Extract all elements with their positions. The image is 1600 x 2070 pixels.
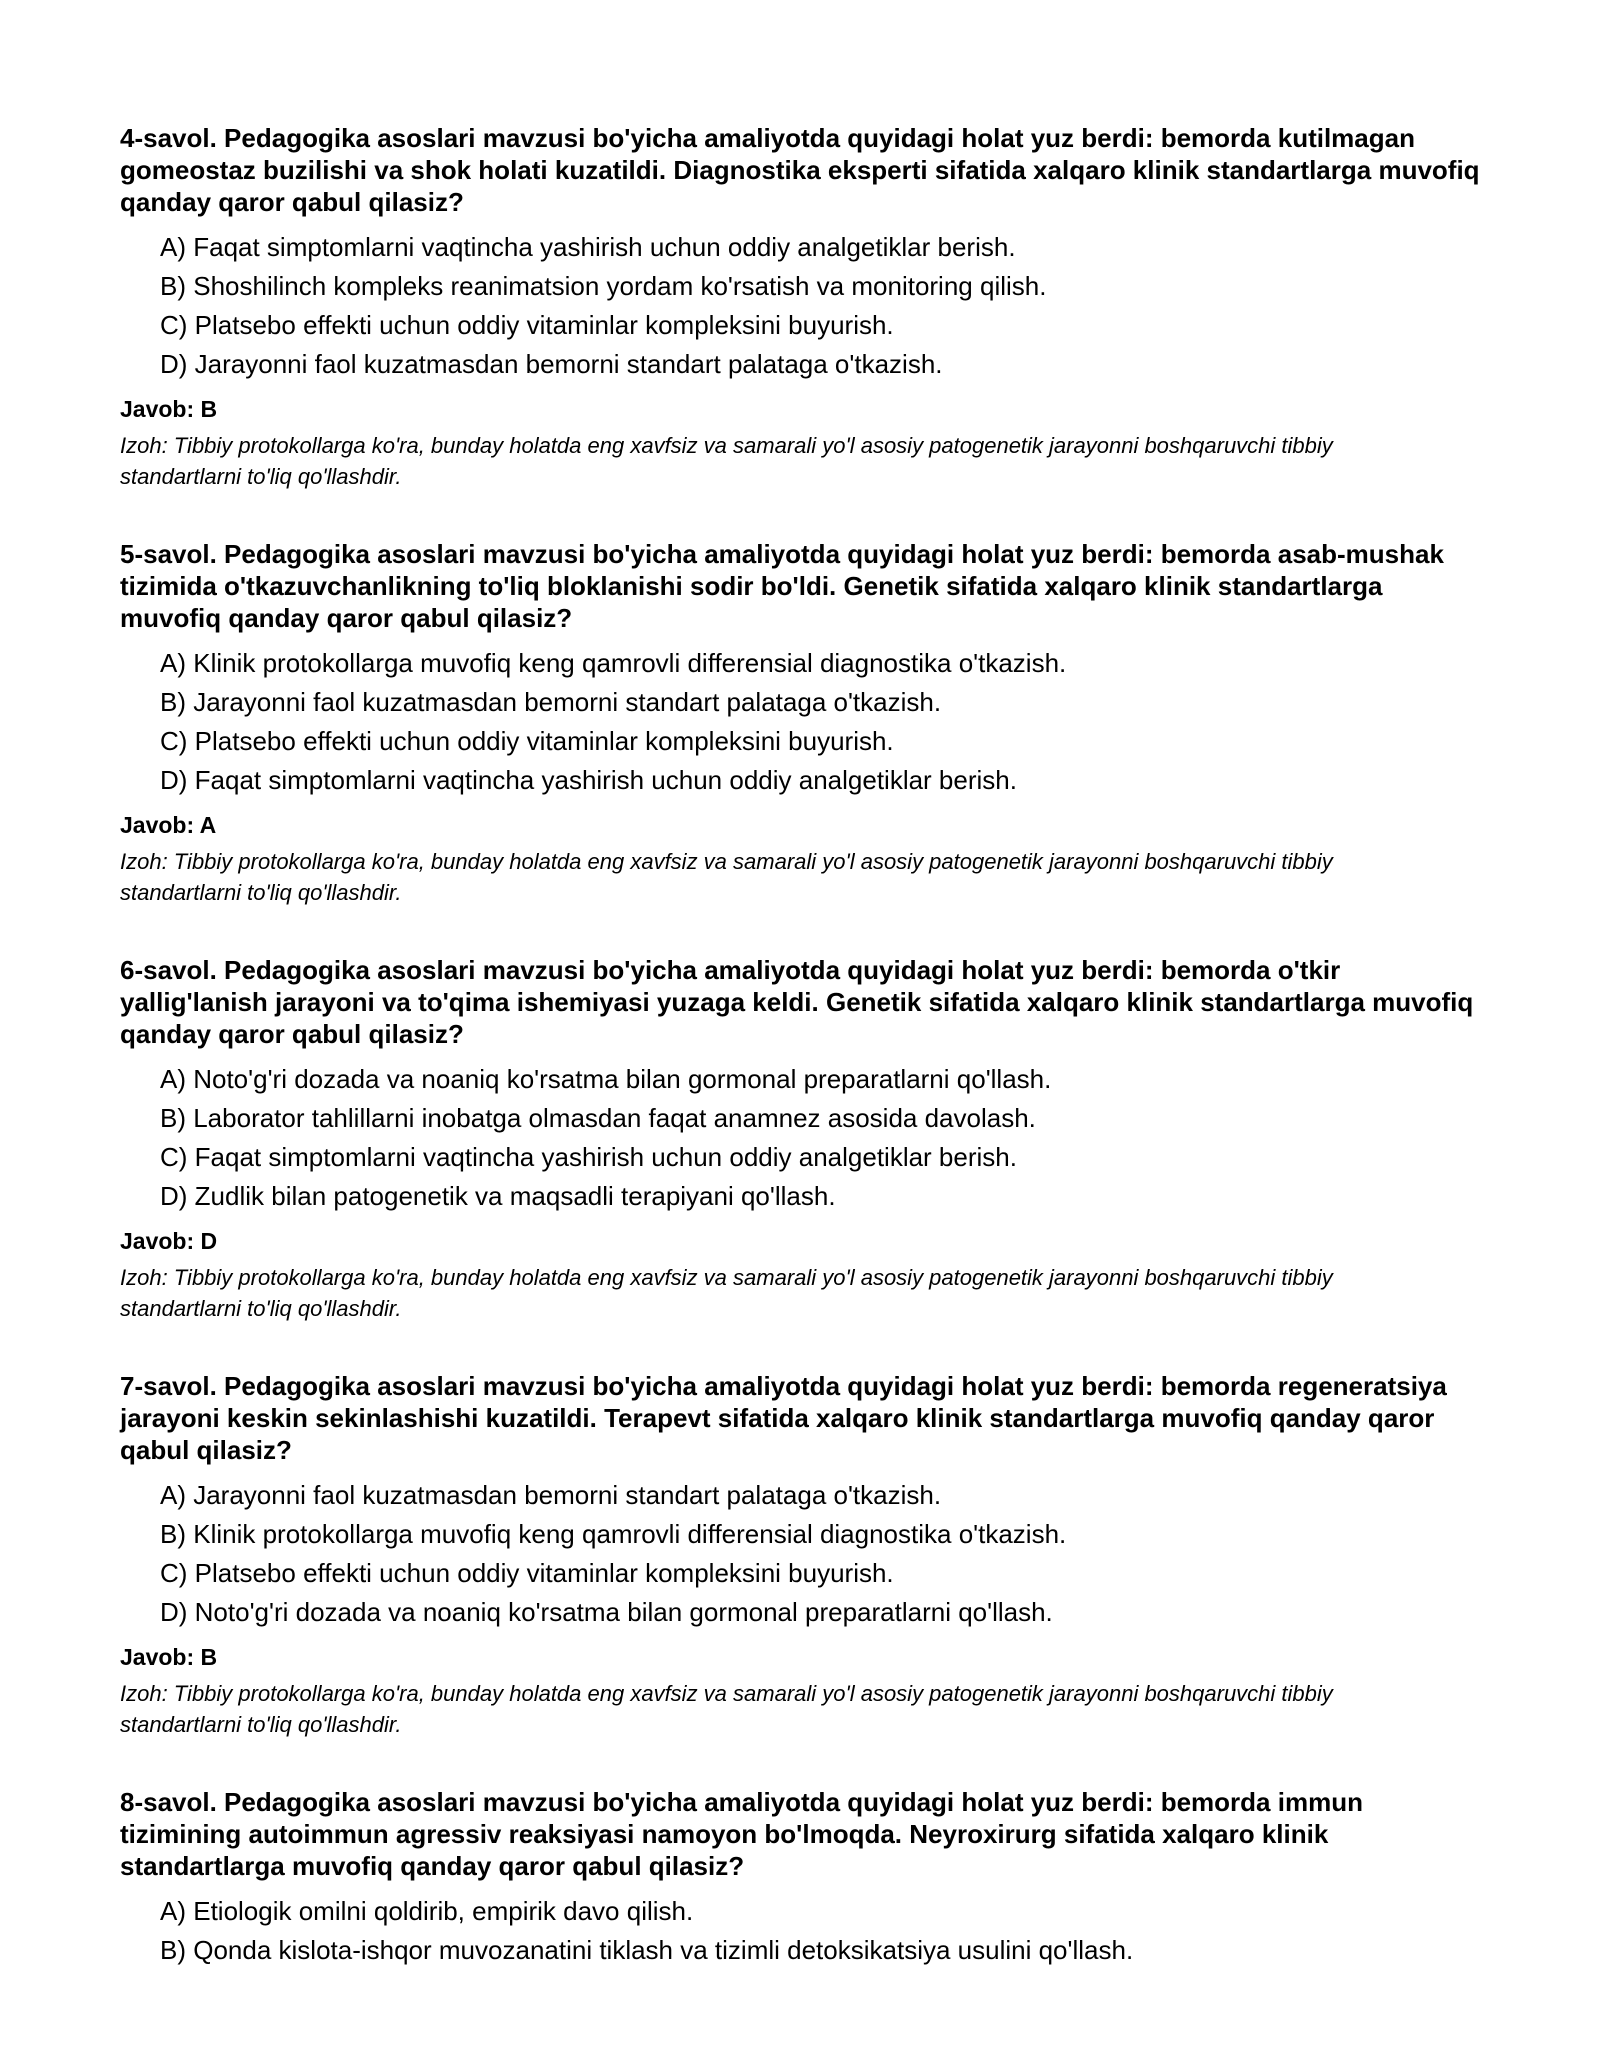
option-list [120,1476,1490,1632]
option-b: B) Qonda kislota-ishqor muvozanatini tiklash va tizimli detoksikatsiya usulini qo'llash. [160,1935,1134,1965]
option-list [120,1060,1490,1216]
explanation-note: Izoh: Tibbiy protokollarga ko'ra, bunday holatda eng xavfsiz va samarali yo'l asosiy patogenetik jarayonni boshqaruvchi tibbiy standartlarni to'liq qo'llashdir. [120,1265,1333,1321]
question-text: 5-savol. Pedagogika asoslari mavzusi bo'yicha amaliyotda quyidagi holat yuz berdi: bemorda asab-mushak tizimida o'tkazuvchanlikning to'liq bloklanishi sodir bo'ldi. Genetik sifatida xalqaro klinik standartlarga muvofiq qanday qaror qabul qilasiz? [120,539,1444,633]
question-text: 7-savol. Pedagogika asoslari mavzusi bo'yicha amaliyotda quyidagi holat yuz berdi: bemorda regeneratsiya jarayoni keskin sekinlashishi kuzatildi. Terapevt sifatida xalqaro klinik standartlarga muvofiq qanday qaror qabul qilasiz? [120,1371,1447,1465]
document-page [120,122,1490,2016]
option-b: B) Jarayonni faol kuzatmasdan bemorni standart palataga o'tkazish. [160,687,942,717]
answer-label: Javob: B [120,1644,218,1670]
answer-label: Javob: D [120,1228,218,1254]
question-text: 4-savol. Pedagogika asoslari mavzusi bo'yicha amaliyotda quyidagi holat yuz berdi: bemorda kutilmagan gomeostaz buzilishi va shok holati kuzatildi. Diagnostika eksperti sifatida xalqaro klinik standartlarga muvofiq qanday qaror qabul qilasiz? [120,123,1480,217]
option-d: D) Jarayonni faol kuzatmasdan bemorni standart palataga o'tkazish. [160,349,943,379]
question-text: 8-savol. Pedagogika asoslari mavzusi bo'yicha amaliyotda quyidagi holat yuz berdi: bemorda immun tizimining autoimmun agressiv reaksiyasi namoyon bo'lmoqda. Neyroxirurg sifatida xalqaro klinik standartlarga muvofiq qanday qaror qabul qilasiz? [120,1787,1363,1881]
answer-label: Javob: B [120,396,218,422]
option-a: A) Klinik protokollarga muvofiq keng qamrovli differensial diagnostika o'tkazish. [160,648,1067,678]
option-d: D) Zudlik bilan patogenetik va maqsadli terapiyani qo'llash. [160,1181,836,1211]
option-d: D) Noto'g'ri dozada va noaniq ko'rsatma bilan gormonal preparatlarni qo'llash. [160,1597,1053,1627]
question-8 [120,1786,1490,1970]
option-a: A) Noto'g'ri dozada va noaniq ko'rsatma bilan gormonal preparatlarni qo'llash. [160,1064,1052,1094]
question-text: 6-savol. Pedagogika asoslari mavzusi bo'yicha amaliyotda quyidagi holat yuz berdi: bemorda o'tkir yallig'lanish jarayoni va to'qima ishemiyasi yuzaga keldi. Genetik sifatida xalqaro klinik standartlarga muvofiq qanday qaror qabul qilasiz? [120,955,1474,1049]
option-a: A) Jarayonni faol kuzatmasdan bemorni standart palataga o'tkazish. [160,1480,942,1510]
option-b: B) Shoshilinch kompleks reanimatsion yordam ko'rsatish va monitoring qilish. [160,271,1047,301]
question-7 [120,1370,1490,1740]
option-b: B) Klinik protokollarga muvofiq keng qamrovli differensial diagnostika o'tkazish. [160,1519,1067,1549]
option-a: A) Faqat simptomlarni vaqtincha yashirish uchun oddiy analgetiklar berish. [160,232,1016,262]
option-c: C) Platsebo effekti uchun oddiy vitaminlar kompleksini buyurish. [160,726,894,756]
explanation-note: Izoh: Tibbiy protokollarga ko'ra, bunday holatda eng xavfsiz va samarali yo'l asosiy patogenetik jarayonni boshqaruvchi tibbiy standartlarni to'liq qo'llashdir. [120,1681,1333,1737]
option-list [120,644,1490,800]
option-d: D) Faqat simptomlarni vaqtincha yashirish uchun oddiy analgetiklar berish. [160,765,1017,795]
option-c: C) Faqat simptomlarni vaqtincha yashirish uchun oddiy analgetiklar berish. [160,1142,1017,1172]
option-c: C) Platsebo effekti uchun oddiy vitaminlar kompleksini buyurish. [160,1558,894,1588]
option-list [120,1892,1490,1970]
explanation-note: Izoh: Tibbiy protokollarga ko'ra, bunday holatda eng xavfsiz va samarali yo'l asosiy patogenetik jarayonni boshqaruvchi tibbiy standartlarni to'liq qo'llashdir. [120,433,1333,489]
option-list [120,228,1490,384]
option-c: C) Platsebo effekti uchun oddiy vitaminlar kompleksini buyurish. [160,310,894,340]
answer-label: Javob: A [120,812,217,838]
option-b: B) Laborator tahlillarni inobatga olmasdan faqat anamnez asosida davolash. [160,1103,1036,1133]
option-a: A) Etiologik omilni qoldirib, empirik davo qilish. [160,1896,694,1926]
question-5 [120,538,1490,908]
question-4 [120,122,1490,492]
question-6 [120,954,1490,1324]
explanation-note: Izoh: Tibbiy protokollarga ko'ra, bunday holatda eng xavfsiz va samarali yo'l asosiy patogenetik jarayonni boshqaruvchi tibbiy standartlarni to'liq qo'llashdir. [120,849,1333,905]
